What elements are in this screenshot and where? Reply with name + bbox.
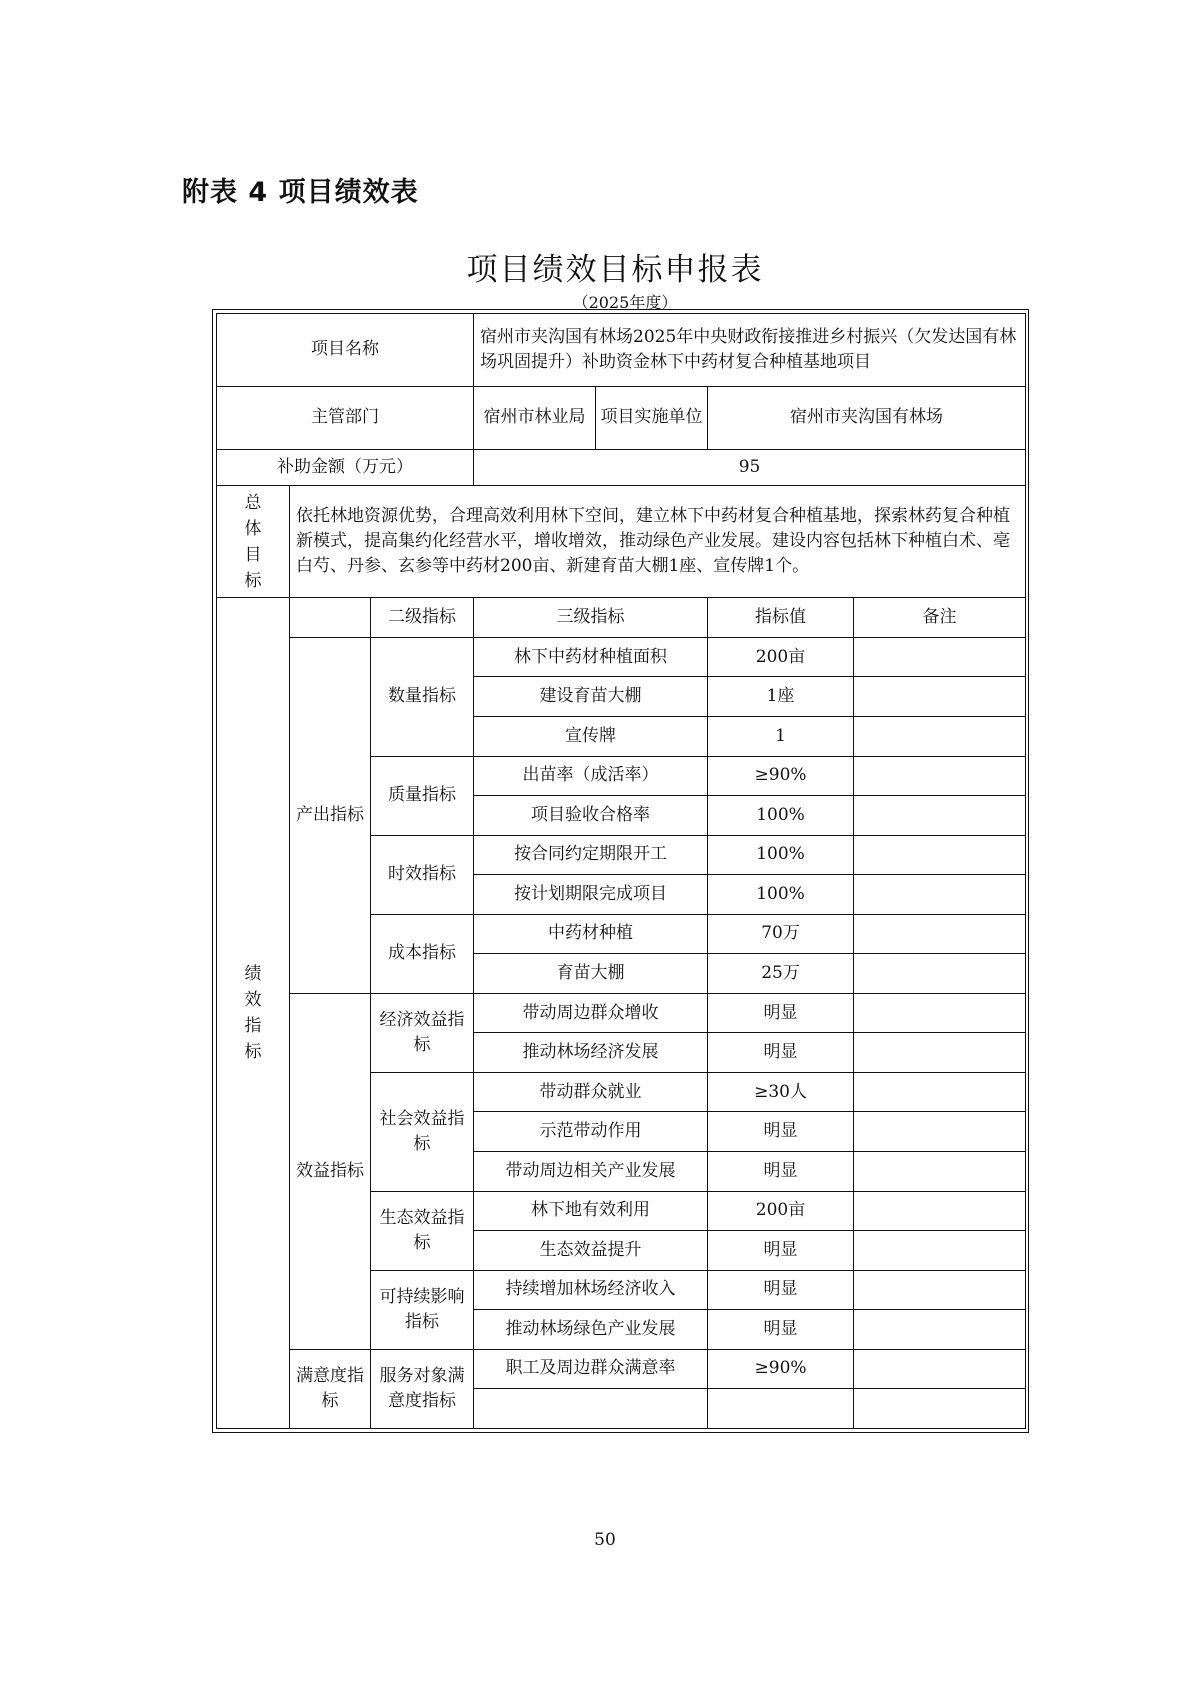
metric-note <box>854 1191 1026 1231</box>
amount-label: 补助金额（万元） <box>217 449 474 485</box>
metric-note <box>854 993 1026 1033</box>
metric-note <box>854 875 1026 915</box>
row-project-name <box>217 314 1026 387</box>
service-label: 服务对象满意度指标 <box>371 1349 474 1428</box>
goal-text: 依托林地资源优势，合理高效利用林下空间，建立林下中药材复合种植基地，探索林药复合种植新模式，提高集约化经营水平，增收增效，推动绿色产业发展。建设内容包括林下种植白术、亳白芍、丹参、玄参等中药材200亩、新建育苗大棚1座、宣传牌1个。 <box>290 486 1026 598</box>
metric-note <box>854 1389 1026 1429</box>
metric-name: 推动林场绿色产业发展 <box>474 1310 708 1350</box>
metric-value: 明显 <box>708 1112 854 1152</box>
metric-name: 林下地有效利用 <box>474 1191 708 1231</box>
metrics-section-label: 绩效指标 <box>217 598 290 1429</box>
metric-note <box>854 796 1026 836</box>
metric-name: 职工及周边群众满意率 <box>474 1349 708 1389</box>
quantity-label: 数量指标 <box>371 637 474 756</box>
metric-value: ≥90% <box>708 756 854 796</box>
metric-name: 项目验收合格率 <box>474 796 708 836</box>
row-metrics-header <box>217 598 1026 638</box>
dept-label: 主管部门 <box>217 386 474 449</box>
performance-table <box>216 313 1026 1429</box>
col-level3: 三级指标 <box>474 598 708 638</box>
metric-name: 带动周边群众增收 <box>474 993 708 1033</box>
metric-value: 1座 <box>708 677 854 717</box>
metric-value <box>708 1389 854 1429</box>
impl-label: 项目实施单位 <box>596 386 708 449</box>
metric-value: ≥90% <box>708 1349 854 1389</box>
metric-note <box>854 954 1026 994</box>
metric-note <box>854 1231 1026 1271</box>
row-department <box>217 386 1026 449</box>
metric-value: ≥30人 <box>708 1072 854 1112</box>
impl-value: 宿州市夹沟国有林场 <box>708 386 1026 449</box>
row-goal <box>217 486 1026 598</box>
metric-note <box>854 756 1026 796</box>
metric-name: 出苗率（成活率） <box>474 756 708 796</box>
metric-note <box>854 1112 1026 1152</box>
metric-value: 25万 <box>708 954 854 994</box>
metric-value: 明显 <box>708 993 854 1033</box>
form-title: 项目绩效目标申报表 <box>466 252 764 288</box>
time-label: 时效指标 <box>371 835 474 914</box>
project-name-label: 项目名称 <box>217 314 474 387</box>
metric-value: 100% <box>708 835 854 875</box>
metric-name: 带动周边相关产业发展 <box>474 1151 708 1191</box>
eco-label: 生态效益指标 <box>371 1191 474 1270</box>
header-level1-blank <box>290 598 371 638</box>
metric-note <box>854 1270 1026 1310</box>
table-row <box>217 1349 1026 1389</box>
metric-note <box>854 1349 1026 1389</box>
form-year: （2025年度） <box>572 293 678 312</box>
metric-name: 带动群众就业 <box>474 1072 708 1112</box>
metric-note <box>854 1072 1026 1112</box>
satisfaction-label: 满意度指标 <box>290 1349 371 1428</box>
table-row <box>217 637 1026 677</box>
sustain-label: 可持续影响指标 <box>371 1270 474 1349</box>
performance-table-frame <box>212 309 1029 1433</box>
project-name-value: 宿州市夹沟国有林场2025年中央财政衔接推进乡村振兴（欠发达国有林场巩固提升）补助资金林下中药材复合种植基地项目 <box>474 314 1026 387</box>
metric-name: 中药材种植 <box>474 914 708 954</box>
quality-label: 质量指标 <box>371 756 474 835</box>
metric-name: 按合同约定期限开工 <box>474 835 708 875</box>
metric-name: 按计划期限完成项目 <box>474 875 708 915</box>
cost-label: 成本指标 <box>371 914 474 993</box>
economic-label: 经济效益指标 <box>371 993 474 1072</box>
metric-name: 林下中药材种植面积 <box>474 637 708 677</box>
social-label: 社会效益指标 <box>371 1072 474 1191</box>
metric-note <box>854 1151 1026 1191</box>
metric-value: 明显 <box>708 1310 854 1350</box>
metric-note <box>854 1310 1026 1350</box>
metric-name: 生态效益提升 <box>474 1231 708 1271</box>
metric-note <box>854 637 1026 677</box>
col-value: 指标值 <box>708 598 854 638</box>
metric-value: 100% <box>708 875 854 915</box>
dept-value: 宿州市林业局 <box>474 386 596 449</box>
metric-name: 宣传牌 <box>474 716 708 756</box>
goal-label: 总体目标 <box>217 486 290 598</box>
amount-value: 95 <box>474 449 1026 485</box>
metric-note <box>854 1033 1026 1073</box>
appendix-title: 附表 4 项目绩效表 <box>182 177 419 208</box>
col-note: 备注 <box>854 598 1026 638</box>
output-label: 产出指标 <box>290 637 371 993</box>
metric-name: 持续增加林场经济收入 <box>474 1270 708 1310</box>
metric-value: 1 <box>708 716 854 756</box>
metric-name: 示范带动作用 <box>474 1112 708 1152</box>
metric-value: 200亩 <box>708 637 854 677</box>
metric-note <box>854 716 1026 756</box>
metric-note <box>854 914 1026 954</box>
metric-name: 推动林场经济发展 <box>474 1033 708 1073</box>
col-level2: 二级指标 <box>371 598 474 638</box>
metric-note <box>854 835 1026 875</box>
metric-value: 明显 <box>708 1231 854 1271</box>
row-amount <box>217 449 1026 485</box>
metric-name: 育苗大棚 <box>474 954 708 994</box>
metric-name: 建设育苗大棚 <box>474 677 708 717</box>
table-row <box>217 993 1026 1033</box>
metric-note <box>854 677 1026 717</box>
metric-value: 200亩 <box>708 1191 854 1231</box>
metric-value: 70万 <box>708 914 854 954</box>
page-number: 50 <box>594 1530 616 1550</box>
benefit-label: 效益指标 <box>290 993 371 1349</box>
metric-value: 明显 <box>708 1033 854 1073</box>
metric-value: 明显 <box>708 1151 854 1191</box>
metric-value: 100% <box>708 796 854 836</box>
metric-value: 明显 <box>708 1270 854 1310</box>
metric-name <box>474 1389 708 1429</box>
